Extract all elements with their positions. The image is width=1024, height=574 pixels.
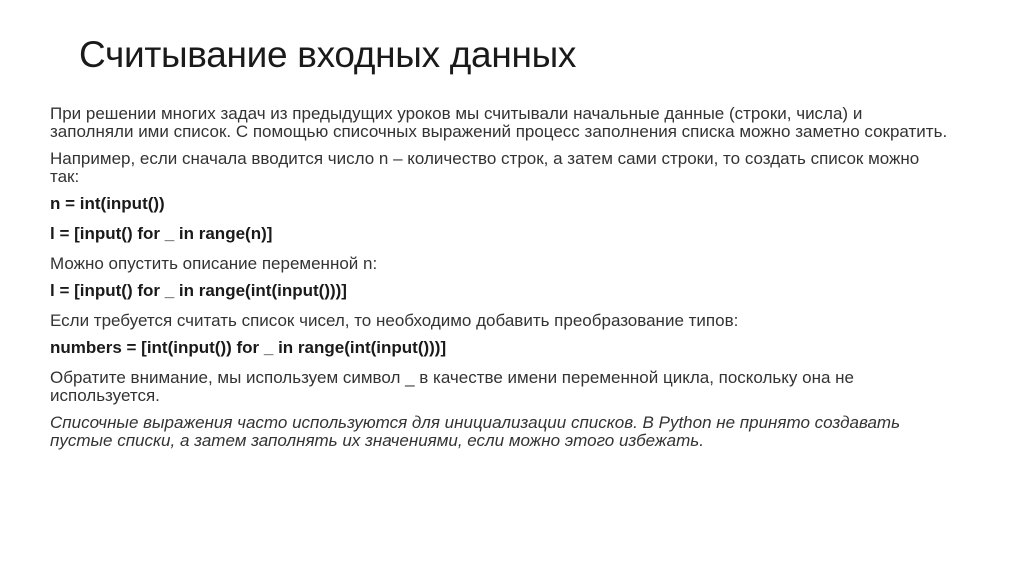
intro-paragraph: При решении многих задач из предыдущих уроков мы считывали начальные данные (строки, числа) и заполняли ими список. С помощью списочных выражений процесс заполнения списка можно заметно сократить. (50, 104, 948, 141)
numbers-paragraph: Если требуется считать список чисел, то необходимо добавить преобразование типов: (50, 311, 739, 330)
slide-body (50, 105, 950, 459)
code-line-read-n: n = int(input()) (50, 194, 165, 213)
omit-variable-paragraph: Можно опустить описание переменной n: (50, 254, 378, 273)
underscore-note-paragraph: Обратите внимание, мы используем символ _ в качестве имени переменной цикла, поскольку она не используется. (50, 368, 854, 405)
slide-title: Считывание входных данных (79, 34, 577, 75)
example-paragraph: Например, если сначала вводится число n – количество строк, а затем сами строки, то создать список можно так: (50, 149, 920, 186)
python-style-note: Списочные выражения часто используются для инициализации списков. В Python не принято создавать пустые списки, а затем заполнять их значениями, если можно этого избежать. (50, 413, 901, 450)
code-line-list-n: l = [input() for _ in range(n)] (50, 224, 273, 243)
code-line-numbers: numbers = [int(input()) for _ in range(int(input()))] (50, 338, 447, 357)
code-line-list-inline: l = [input() for _ in range(int(input()))] (50, 281, 347, 300)
